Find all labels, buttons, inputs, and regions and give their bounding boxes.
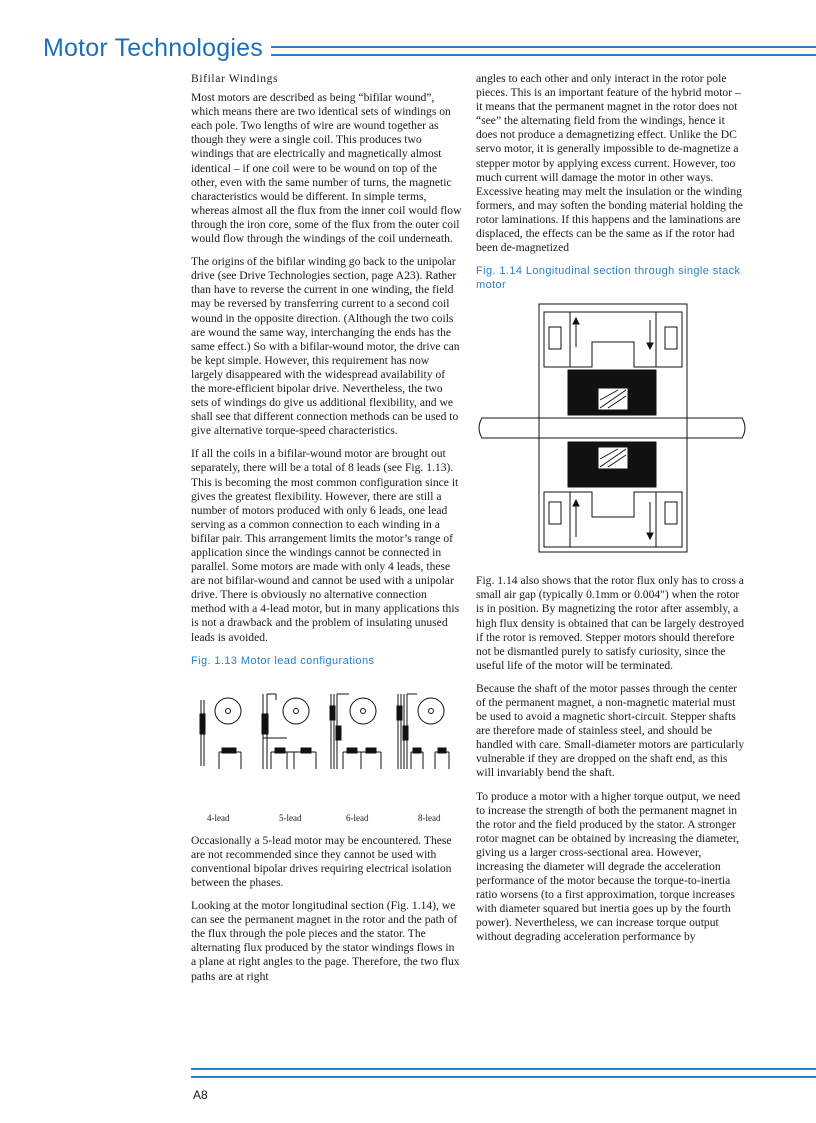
paragraph: angles to each other and only interact in the rotor pole pieces. This is an important feature of the hybrid motor – it means that the permanent magnet in the rotor does not “see” the alternating field from the windings, hence it does not produce a demagnetizing effect. Unlike the DC servo motor, it is generally impossible to de-magnetize a stepper motor by applying excess current. However, too much current will damage the motor in other ways. Excessive heating may melt the insulation or the winding formers, and may soften the bonding material holding the rotor laminations. If this happens and the laminations are displaced, the effects can be the same as if the rotor had been de-magnetized xyxy=(476,72,743,255)
paragraph: Occasionally a 5-lead motor may be encountered. These are not recommended since they cannot be used with conventional bipolar drives requiring electrical isolation between the phases. xyxy=(191,833,452,889)
figure-caption: Fig. 1.13 Motor lead configurations xyxy=(191,654,375,667)
paragraph: Most motors are described as being “bifilar wound”, which means there are two identical sets of windings on each pole. Two lengths of wire are wound together as though they were a single coil. This produces two windings that are electrically and magnetically almost identical – if one coil were to be wound on top of the other, even with the same number of turns, the magnetic characteristics would be different. In simple terms, whereas almost all the flux from the inner coil would flow through the iron core, some of the flux from the outer coil would flow through the windings of the coil underneath. xyxy=(191,91,462,246)
figure-longitudinal-section xyxy=(476,302,748,562)
label-4-lead: 4-lead xyxy=(207,812,230,823)
paragraph: If all the coils in a bifilar-wound motor are brought out separately, there will be a total of 8 leads (see Fig. 1.13). This is becoming the most common configuration since it gives the greatest flexibility. However, there are still a number of motors produced with only 6 leads, one lead serving as a common connection to each winding in a bifilar pair. This arrangement limits the motor’s range of application since the windings cannot be connected in parallel. Some motors are made with only 4 leads, these are not bifilar-wound and cannot be used with a unipolar drive. There is obviously no alternative connection method with a 4-lead motor, but in many applications this is not a drawback and the problem of insulating unused leads is avoided. xyxy=(191,447,460,644)
motor-section-diagram xyxy=(476,302,748,562)
paragraph: Fig. 1.14 also shows that the rotor flux only has to cross a small air gap (typically 0.1mm or 0.004") when the rotor is in position. By magnetizing the rotor after assembly, a high flux density is obtained that can be largely destroyed if the rotor is removed. Stepper motors should therefore not be dismantled purely to satisfy curiosity, since the useful life of the motor will be terminated. xyxy=(476,574,744,672)
paragraph: Because the shaft of the motor passes through the center of the permanent magnet, a non-magnetic material must be used to avoid a magnetic short-circuit. Stepper shafts are therefore made of stainless steel, and should be handled with care. Small-diameter motors are particularly vulnerable if they are dropped on the shaft end, as this will invariably bend the shaft. xyxy=(476,681,745,780)
paragraph: To produce a motor with a higher torque output, we need to increase the strength of both the permanent magnet in the rotor and the field produced by the stator. A stronger rotor magnet can be obtained by increasing the diameter, giving us a larger cross-sectional area. However, increasing the diameter will degrade the acceleration performance of the motor because the torque-to-inertia ratio worsens (to a first approximation, torque increases with diameter squared but inertia goes up by the fourth power). Nevertheless, we can increase torque output without degrading acceleration performance by xyxy=(476,789,741,944)
footer-rule xyxy=(191,1068,816,1078)
section-heading: Bifilar Windings xyxy=(191,72,279,85)
four-lead-diagram xyxy=(200,698,241,769)
label-5-lead: 5-lead xyxy=(279,812,302,823)
label-6-lead: 6-lead xyxy=(346,812,369,823)
paragraph: The origins of the bifilar winding go back to the unipolar drive (see Drive Technologies section, page A23). Rather than have to reverse the current in one winding, the field may be reversed by transferring current to a second coil wound in the opposite direction. (Although the two coils are wound the same way, interchanging the ends has the same effect.) So with a bifilar-wound motor, the drive can be kept simple. However, this requirement has now largely disappeared with the widespread availability of the more-efficient bipolar drive. Nevertheless, the two sets of windings do give us additional flexibility, and we shall see that different connection methods can be used to give alternative torque-speed characteristics. xyxy=(191,255,460,438)
page-number: A8 xyxy=(193,1088,208,1102)
lead-configuration-diagram xyxy=(191,686,462,811)
six-lead-diagram xyxy=(330,694,381,769)
page-header xyxy=(43,34,816,66)
five-lead-diagram xyxy=(262,694,316,769)
section-title: Motor Technologies xyxy=(43,34,263,62)
label-8-lead: 8-lead xyxy=(418,812,441,823)
paragraph: Looking at the motor longitudinal section (Fig. 1.14), we can see the permanent magnet in the rotor and the path of the flux through the pole pieces and the stator. The alternating flux produced by the stator windings flows in a plane at right angles to the page. Therefore, the two flux paths are at right xyxy=(191,899,460,983)
eight-lead-diagram xyxy=(397,694,449,769)
figure-motor-lead-configurations xyxy=(191,686,462,826)
figure-caption: Fig. 1.14 Longitudinal section through single stack motor xyxy=(476,265,741,292)
header-rule xyxy=(271,46,816,56)
left-column xyxy=(191,72,462,993)
right-column xyxy=(476,72,748,954)
